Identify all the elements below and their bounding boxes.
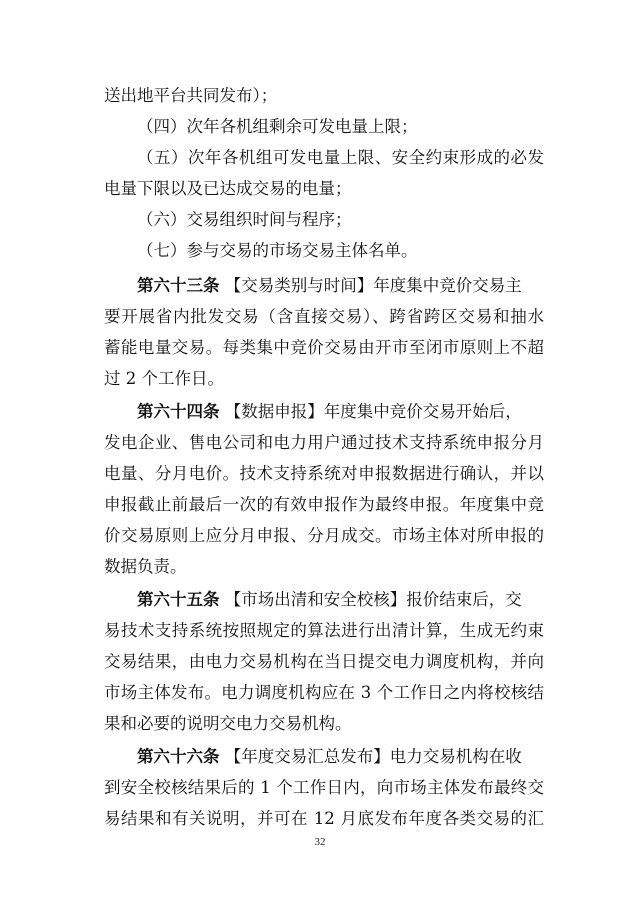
article-text: 【年度交易汇总发布】电力交易机构在收: [224, 747, 522, 766]
text-line: 易技术支持系统按照规定的算法进行出清计算，生成无约束: [104, 621, 544, 640]
article-line: [137, 590, 544, 610]
text-line: 蓄能电量交易。每类集中竞价交易由开市至闭市原则上不超: [104, 338, 544, 357]
article-heading: 第六十三条: [137, 276, 220, 295]
article-heading: 第六十五条: [137, 590, 220, 609]
article-line: [137, 276, 544, 296]
text-line: 价交易原则上应分月申报、分月成交。市场主体对所申报的: [104, 526, 544, 545]
text-line: （四）次年各机组剩余可发电量上限；: [137, 117, 418, 136]
text-line: （七）参与交易的市场交易主体名单。: [137, 241, 418, 260]
text-line: 申报截止前最后一次的有效申报作为最终申报。年度集中竞: [104, 495, 544, 514]
article-line: [137, 747, 544, 767]
text-line: 电量、分月电价。技术支持系统对申报数据进行确认，并以: [104, 464, 544, 483]
text-line: 数据负责。: [104, 557, 187, 576]
text-line: 过 2 个工作日。: [104, 369, 224, 388]
text-line: 要开展省内批发交易（含直接交易）、跨省跨区交易和抽水: [104, 307, 544, 326]
text-line: 果和必要的说明交电力交易机构。: [104, 714, 352, 733]
text-line: （五）次年各机组可发电量上限、安全约束形成的必发: [137, 148, 544, 167]
text-line: 易结果和有关说明，并可在 12 月底发布年度各类交易的汇: [104, 809, 544, 828]
article-text: 【交易类别与时间】年度集中竞价交易主: [224, 276, 522, 295]
text-line: 交易结果，由电力交易机构在当日提交电力调度机构，并向: [104, 652, 544, 671]
article-line: [137, 402, 544, 422]
text-line: 市场主体发布。电力调度机构应在 3 个工作日之内将校核结: [104, 683, 544, 702]
text-line: （六）交易组织时间与程序；: [137, 210, 352, 229]
article-text: 【数据申报】年度集中竞价交易开始后，: [224, 402, 522, 421]
text-line: 电量下限以及已达成交易的电量；: [104, 179, 352, 198]
article-heading: 第六十六条: [137, 747, 220, 766]
text-line: 送出地平台共同发布）；: [104, 86, 278, 105]
article-heading: 第六十四条: [137, 402, 220, 421]
text-line: 发电企业、售电公司和电力用户通过技术支持系统申报分月: [104, 433, 544, 452]
page-number: 32: [314, 836, 326, 848]
article-text: 【市场出清和安全校核】报价结束后，交: [224, 590, 522, 609]
text-line: 到安全校核结果后的 1 个工作日内，向市场主体发布最终交: [104, 778, 544, 797]
